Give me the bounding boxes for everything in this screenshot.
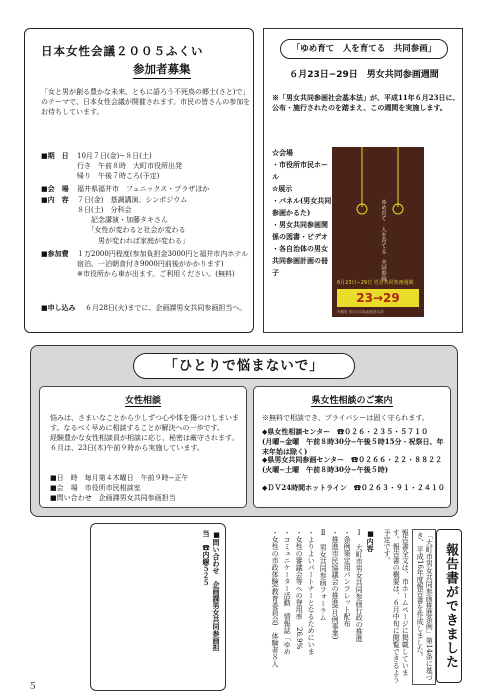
report-item: ・女性の審議会等への登用率 26.9%	[295, 529, 304, 650]
report-item: ・条例策定用パンフレット配布	[343, 529, 352, 627]
women-consultation-title	[40, 395, 246, 408]
conference-subtitle: 参加者募集	[133, 61, 191, 79]
report-item: Ⅱ 男女共同参画フォーラム	[319, 529, 328, 621]
report-intro: 「大町市男女共同参画推進条例」第14条に基づき、平成16年度報告書を作成しました。	[412, 529, 436, 685]
week-heading: ６月23日−29日 男女共同参画週間	[289, 70, 439, 80]
poster-vertical-text: ゆめ育て 人を育てる 共同参画	[379, 199, 386, 282]
row-label: ■参加費	[41, 249, 69, 258]
conference-row-date	[41, 151, 253, 181]
report-item: Ⅰ 大町市男女共同参画行政の推進	[355, 529, 364, 642]
conference-title: 日本女性会議２００５ふくい	[41, 44, 204, 58]
week-poster-image	[332, 147, 424, 317]
poster-dates: 23→29	[337, 289, 419, 307]
prefecture-consultation-note: ※無料で相談でき、プライバシーは固く守られます。	[262, 414, 429, 422]
dv-hotline: ◆ＤＶ24時間ホットライン ☎０２６３・９１・２４１０	[262, 483, 445, 492]
women-consultation-body: 悩みは、さまいなことから少しずつ心や体を傷つけしまいます。なるべく早めに相談することが解決への一歩です。 経験豊かな女性相談員が相談に応じ、秘密は厳守されます。 ６月は、23日(木)午前９時から実施しています。	[50, 414, 239, 453]
info-row: ■会 場 市役所市民相談室	[50, 484, 141, 493]
report-item: ・よりよいパートナーとなるためにいま	[307, 529, 316, 655]
women-consultation-info	[50, 473, 240, 503]
conference-row-fee	[41, 249, 253, 279]
row-label: ■会 場	[41, 184, 69, 193]
conference-row-apply	[41, 303, 253, 313]
row-value: ７日(金) 基調講演、シンポジウム ８日(土) 分科会 記念講演・加藤タキさん 「女性が変わると社会が変わる 男が変われば家庭が変わる」	[77, 196, 189, 245]
contact-line-1: ■問い合わせ 企画課男女共同参画担	[212, 530, 221, 651]
poster-caption: 6月23日−29日 男女共同参画週間	[337, 279, 414, 286]
row-value: 10月７日(金)−８日(土) 行き 午前８時 大町市役所出発 帰り 午後７時ころ(予定)	[77, 152, 182, 181]
row-label: ■申し込み	[41, 303, 76, 312]
row-value: ６月28日(火)までに、企画課男女共同参画担当へ。	[85, 304, 247, 312]
report-section	[232, 523, 460, 691]
report-item: ・コミュニケーター活動 情報誌「ゆめ	[283, 529, 292, 655]
week-lead: ※「男女共同参画社会基本法」が、平成11年６月23日に、公布・施行されたのを踏まえ、この週間を実施します。	[272, 93, 460, 113]
row-value: 福井県福井市 フェニックス・プラザほか	[77, 185, 210, 193]
report-contact-box	[90, 523, 226, 691]
consultation-title: 「ひとりで悩まないで」	[133, 353, 355, 379]
report-title: 報告書ができました	[436, 529, 462, 683]
report-content-heading: ■内容	[366, 529, 376, 552]
info-row: ■問い合わせ 企画課男女共同参画担当	[50, 494, 176, 503]
page-number: ５	[28, 682, 38, 692]
title-text: 県女性相談のご案内	[311, 396, 393, 406]
row-value: １万2000円程度(参加負担金3000円と福井市内ホテル宿泊、一泊朝食付き9000円前後がかかります) ※市役所から車が出ます。ご利用ください。(無料)	[77, 250, 249, 279]
prefecture-consultation-box	[253, 386, 451, 508]
prefecture-consultation-title	[254, 395, 450, 408]
week-event-list: ☆会場 ・市役所市民ホール ☆展示 ・パネル(男女共同参画かるた) ・男女共同参画関係の図書・ビデオ ・各自治体の男女共同参画計画の冊子	[272, 148, 332, 278]
conference-panel	[24, 28, 254, 333]
week-banner: 「ゆめ育て 人を育てる 共同参画」	[280, 39, 448, 59]
consultation-center-1: ◆県女性相談センター ☎０２６・２３５・５７１０ (月曜−金曜 午前８時30分−午後５時15分・祝祭日、年末年始は除く)	[262, 427, 444, 457]
consultation-center-2: ◆県男女共同参画センター ☎０２６６・２２・８８２２ (火曜−土曜 午前８時30分−午後５時)	[262, 455, 443, 475]
report-item: ・推進市民協議会の推進(月例事業)	[331, 529, 340, 640]
row-label: ■内 容	[41, 195, 69, 204]
poster-footer: 内閣府 男女共同参画推進本部	[337, 309, 384, 314]
consultation-panel	[30, 345, 458, 517]
contact-line-2: 当 ☎内線５２５	[202, 530, 211, 586]
report-body: 報告書全文は、市ホームページに掲載しています。報告書の概要は、６月中旬に閲覧できるよう予定です。	[383, 529, 410, 683]
women-consultation-box	[39, 386, 247, 508]
info-row: ■日 時 毎月第４木曜日 午前９時−正午	[50, 474, 189, 482]
report-item: ・女性の市政体験(教育委員会) 体験者８人	[271, 529, 280, 668]
row-label: ■期 日	[41, 151, 69, 160]
equality-week-panel	[263, 28, 463, 333]
conference-row-venue	[41, 184, 253, 194]
conference-intro: 「女と男が創る豊かな未来、ともに語ろう不死鳥の郷土(さと)で」のテーマで、日本女性会議が開催されます。市民の皆さんの参加をお待ちしています。	[41, 88, 251, 117]
conference-row-content	[41, 195, 253, 246]
title-text: 女性相談	[124, 396, 161, 406]
